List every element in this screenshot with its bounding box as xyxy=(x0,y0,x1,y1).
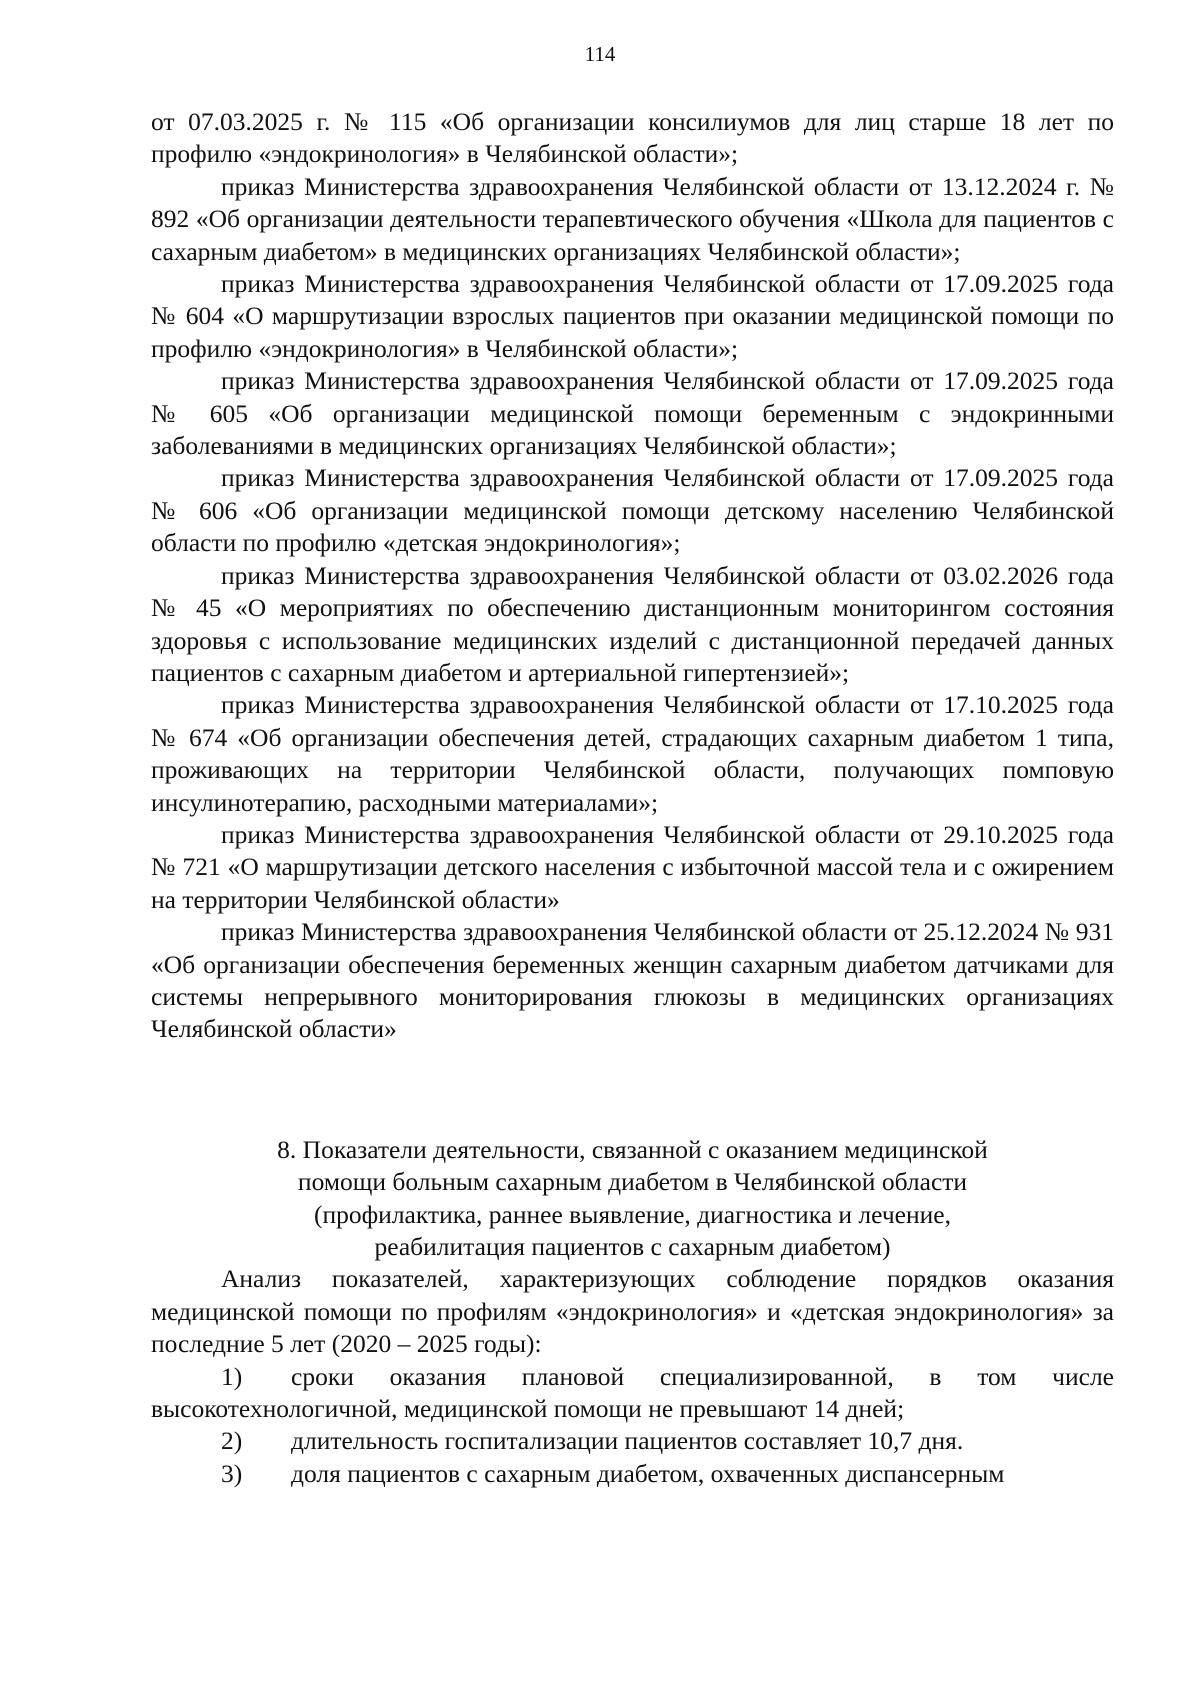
list-item-number: 1) xyxy=(221,1361,243,1391)
page-number: 114 xyxy=(584,42,616,66)
paragraph-order-605: приказ Министерства здравоохранения Челябинской области от 17.09.2025 года № 605 «Об организации медицинской помощи беременным с эндокринными заболеваниями в медицинских организациях Челябинской области»; xyxy=(151,366,1114,461)
paragraph-continuation: от 07.03.2025 г. № 115 «Об организации консилиумов для лиц старше 18 лет по профилю «эндокринология» в Челябинской области»; xyxy=(151,107,1114,169)
list-item xyxy=(151,1361,1114,1426)
list-item xyxy=(151,1458,1114,1490)
section-intro: Анализ показателей, характеризующих соблюдение порядков оказания медицинской помощи по профилям «эндокринология» и «детская эндокринология» за последние 5 лет (2020 – 2025 годы): xyxy=(151,1264,1114,1359)
paragraph-order-45: приказ Министерства здравоохранения Челябинской области от 03.02.2026 года № 45 «О мероприятиях по обеспечению дистанционным мониторингом состояния здоровья с использование медицинских изделий с дистанционной передачей данных пациентов с сахарным диабетом и артериальной гипертензией»; xyxy=(151,560,1114,687)
paragraph-order-604: приказ Министерства здравоохранения Челябинской области от 17.09.2025 года № 604 «О маршрутизации взрослых пациентов при оказании медицинской помощи по профилю «эндокринология» в Челябинской области»; xyxy=(151,269,1114,363)
list-item-number: 3) xyxy=(221,1458,243,1488)
paragraph-order-892: приказ Министерства здравоохранения Челябинской области от 13.12.2024 г. № 892 «Об организации деятельности терапевтического обучения «Школа для пациентов с сахарным диабетом» в медицинских организациях Челябинской области»; xyxy=(151,171,1114,266)
list-item xyxy=(151,1425,1114,1457)
section-heading-line: 8. Показатели деятельности, связанной с оказанием медицинской xyxy=(277,1134,988,1164)
list-item-text: сроки оказания плановой специализированной, в том числе высокотехнологичной, медицинской помощи не превышают 14 дней; xyxy=(151,1361,1114,1424)
paragraph-order-606: приказ Министерства здравоохранения Челябинской области от 17.09.2025 года № 606 «Об организации медицинской помощи детскому населению Челябинской области по профилю «детская эндокринология»; xyxy=(151,463,1114,558)
list-item-text: длительность госпитализации пациентов составляет 10,7 дня. xyxy=(291,1426,964,1456)
paragraph-order-721: приказ Министерства здравоохранения Челябинской области от 29.10.2025 года № 721 «О маршрутизации детского населения с избыточной массой тела и с ожирением на территории Челябинской области» xyxy=(151,819,1114,914)
section-heading xyxy=(151,1134,1114,1264)
list-item-text: доля пациентов с сахарным диабетом, охваченных диспансерным xyxy=(291,1458,1005,1488)
indicator-list xyxy=(151,1361,1114,1491)
section-heading-line: (профилактика, раннее выявление, диагностика и лечение, xyxy=(314,1199,951,1229)
paragraph-order-674: приказ Министерства здравоохранения Челябинской области от 17.10.2025 года № 674 «Об организации обеспечения детей, страдающих сахарным диабетом 1 типа, проживающих на территории Челябинской области, получающих помповую инсулинотерапию, расходными материалами»; xyxy=(151,690,1114,817)
section-heading-line: помощи больным сахарным диабетом в Челябинской области xyxy=(297,1167,968,1197)
section-heading-line: реабилитация пациентов с сахарным диабетом) xyxy=(374,1232,891,1261)
document-body xyxy=(151,106,1114,1490)
list-item-number: 2) xyxy=(221,1426,243,1456)
paragraph-order-931: приказ Министерства здравоохранения Челябинской области от 25.12.2024 № 931 «Об организации обеспечения беременных женщин сахарным диабетом датчиками для системы непрерывного мониторирования глюкозы в медицинских организациях Челябинской области» xyxy=(151,917,1114,1044)
